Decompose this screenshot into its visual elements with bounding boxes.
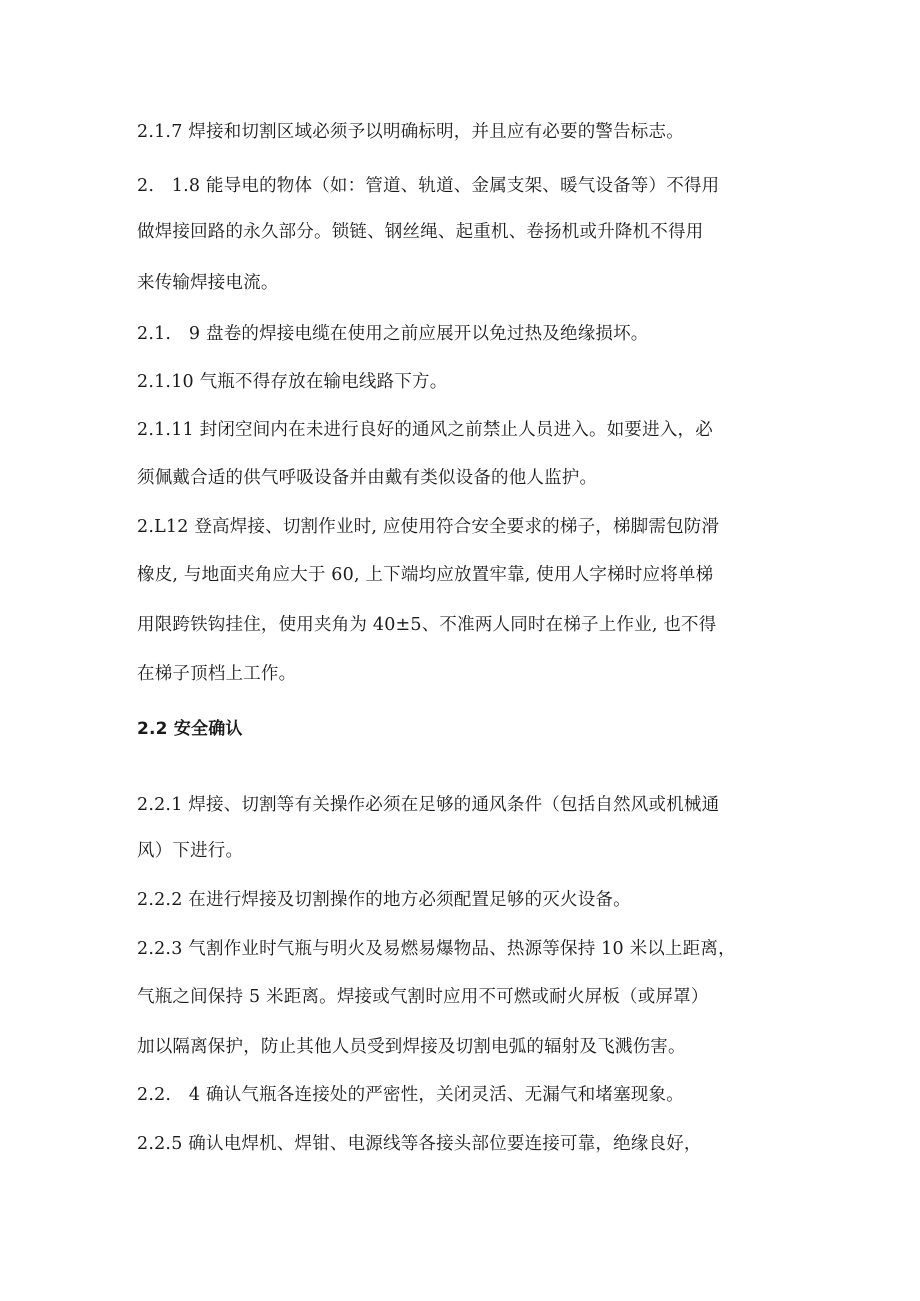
clause-2-2-3-line-3: 加以隔离保护，防止其他人员受到焊接及切割电弧的辐射及飞溅伤害。 — [137, 1037, 686, 1057]
clause-2-2-2: 2.2.2 在进行焊接及切割操作的地方必须配置足够的灭火设备。 — [137, 890, 631, 910]
clause-2-1-12-line-2: 橡皮, 与地面夹角应大于 60, 上下端均应放置牢靠, 使用人字梯时应将单梯 — [137, 565, 714, 585]
clause-2-1-8-line-2: 做焊接回路的永久部分。锁链、钢丝绳、起重机、卷扬机或升降机不得用 — [137, 222, 704, 242]
clause-2-1-7: 2.1.7 焊接和切割区域必须予以明确标明，并且应有必要的警告标志。 — [137, 122, 684, 142]
clause-2-1-10: 2.1.10 气瓶不得存放在输电线路下方。 — [137, 372, 448, 392]
clause-2-2-3-line-1: 2.2.3 气割作业时气瓶与明火及易燃易爆物品、热源等保持 10 米以上距离， — [137, 939, 736, 959]
section-heading-2-2: 2.2 安全确认 — [137, 719, 243, 739]
clause-2-2-4: 2.2. 4 确认气瓶各连接处的严密性，关闭灵活、无漏气和堵塞现象。 — [137, 1085, 684, 1105]
clause-2-2-1-line-2: 风）下进行。 — [137, 841, 244, 861]
clause-2-1-12-line-1: 2.L12 登高焊接、切割作业时, 应使用符合安全要求的梯子，梯脚需包防滑 — [137, 517, 720, 537]
clause-2-2-5: 2.2.5 确认电焊机、焊钳、电源线等各接头部位要连接可靠，绝缘良好， — [137, 1134, 702, 1154]
clause-2-1-8-line-1: 2. 1.8 能导电的物体（如：管道、轨道、金属支架、暖气设备等）不得用 — [137, 176, 720, 196]
clause-2-1-12-line-4: 在梯子顶档上工作。 — [137, 664, 297, 684]
clause-2-2-1-line-1: 2.2.1 焊接、切割等有关操作必须在足够的通风条件（包括自然风或机械通 — [137, 795, 720, 815]
clause-2-1-11-line-1: 2.1.11 封闭空间内在未进行良好的通风之前禁止人员进入。如要进入，必 — [137, 420, 713, 440]
clause-2-1-12-line-3: 用限跨铁钩挂住，使用夹角为 40±5、不准两人同时在梯子上作业, 也不得 — [137, 615, 717, 635]
clause-2-1-8-line-3: 来传输焊接电流。 — [137, 273, 279, 293]
clause-2-1-11-line-2: 须佩戴合适的供气呼吸设备并由戴有类似设备的他人监护。 — [137, 468, 598, 488]
clause-2-2-3-line-2: 气瓶之间保持 5 米距离。焊接或气割时应用不可燃或耐火屏板（或屏罩） — [137, 987, 709, 1007]
clause-2-1-9: 2.1. 9 盘卷的焊接电缆在使用之前应展开以免过热及绝缘损坏。 — [137, 324, 649, 344]
